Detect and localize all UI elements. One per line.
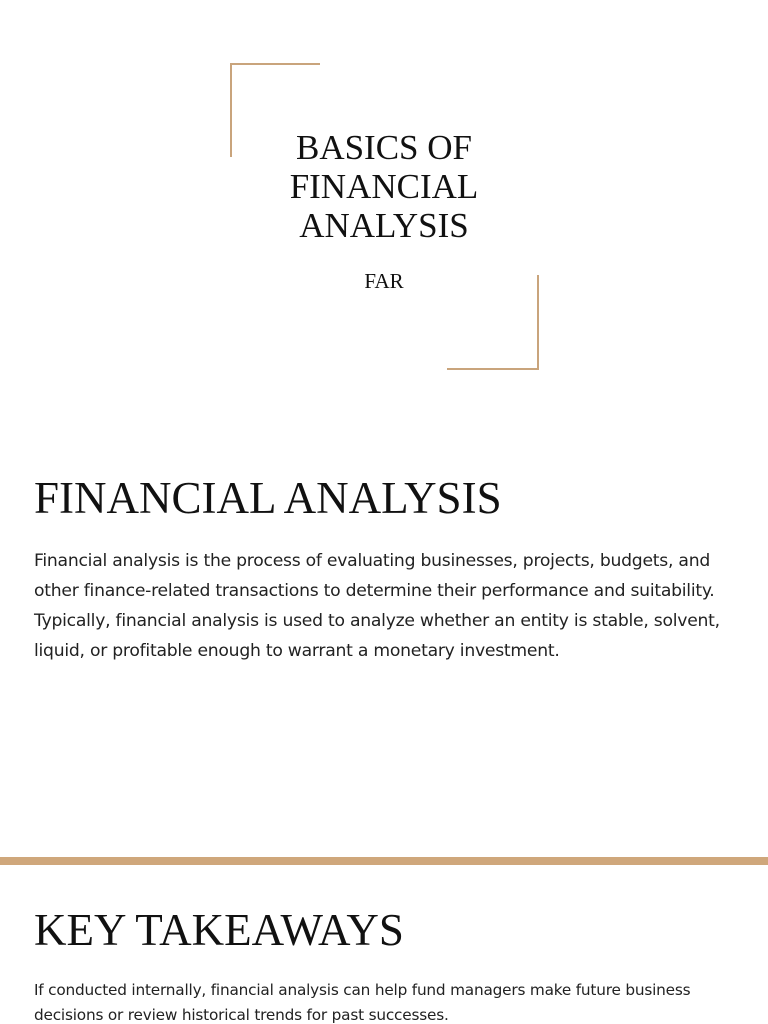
financial-analysis-slide [0, 410, 768, 857]
section-heading-key-takeaways: KEY TAKEAWAYS [34, 905, 404, 955]
key-takeaways-slide [0, 865, 768, 1024]
financial-analysis-paragraph: Financial analysis is the process of evaluating businesses, projects, budgets, and other finance-related transactions to determine their performance and suitability. Typically, financial analysis is used to analyze whether an entity is stable, solvent, liquid, or profitable enough to warrant a monetary investment. [34, 551, 720, 661]
corner-bracket-bottom-right [447, 275, 539, 370]
key-takeaways-paragraph: If conducted internally, financial analysis can help fund managers make future business decisions or review historical trends for past successes. [34, 981, 691, 1024]
cover-slide [0, 0, 768, 410]
section-heading-financial-analysis: FINANCIAL ANALYSIS [34, 473, 502, 523]
cover-title: BASICS OF FINANCIAL ANALYSIS [289, 128, 479, 245]
slide-divider [0, 857, 768, 865]
cover-subtitle: FAR [364, 269, 404, 293]
